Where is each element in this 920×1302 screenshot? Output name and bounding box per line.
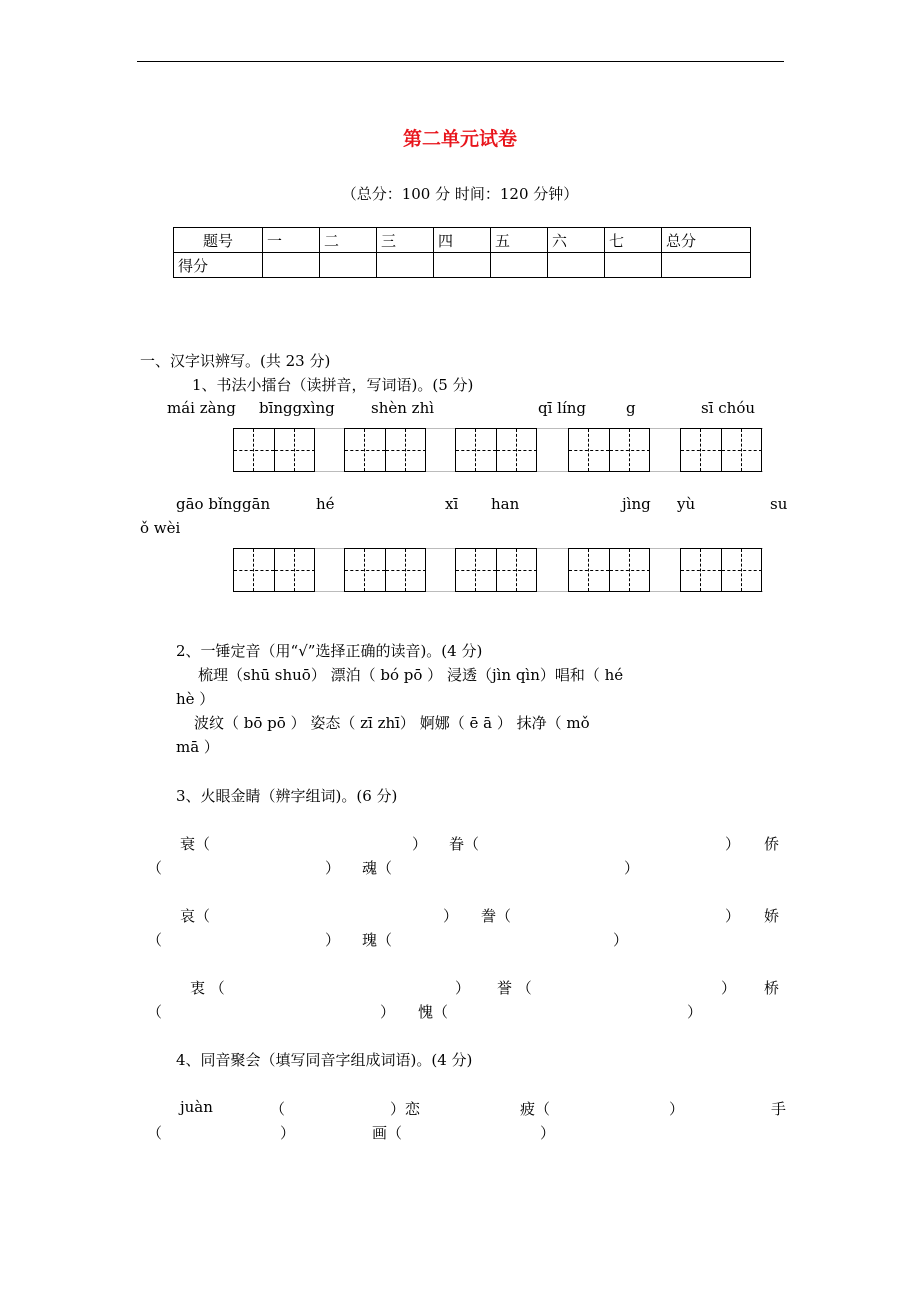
char-item: 魂（: [362, 859, 393, 877]
char-item: ）: [325, 931, 341, 949]
writing-box[interactable]: [344, 548, 426, 592]
question-2-line: mā ）: [176, 738, 219, 756]
question-2-title: 2、一锤定音（用“√”选择正确的读音)。(4 分): [176, 642, 483, 660]
pinyin: jìng: [622, 495, 651, 513]
writing-box[interactable]: [344, 428, 426, 472]
pinyin: han: [491, 495, 520, 513]
q4-item: （: [270, 1100, 286, 1118]
pinyin: hé: [316, 495, 335, 513]
question-2-line: 波纹（ bō pō ） 姿态（ zī zhī） 婀娜（ ē ā ） 抹净（ mǒ: [194, 714, 590, 732]
question-2-line: hè ）: [176, 690, 215, 708]
q4-item: 疲（: [520, 1100, 551, 1118]
q4-item: ）: [280, 1124, 296, 1142]
pinyin: bīnggxìng: [259, 399, 335, 417]
score-table-header: 题号: [174, 228, 263, 253]
writing-box[interactable]: [455, 428, 537, 472]
char-item: ）: [443, 907, 459, 925]
char-item: 瑰（: [362, 931, 393, 949]
char-item: ）: [725, 835, 741, 853]
char-item: 侨: [764, 835, 780, 853]
char-item: 哀（: [180, 907, 211, 925]
writing-box[interactable]: [233, 548, 315, 592]
char-item: ）: [412, 835, 428, 853]
score-table-header: 七: [605, 228, 662, 253]
page-title: 第二单元试卷: [402, 128, 517, 150]
score-table-header: 六: [548, 228, 605, 253]
char-item: ）: [613, 931, 629, 949]
q4-item: juàn: [180, 1098, 213, 1116]
q4-item: 画（: [372, 1124, 403, 1142]
char-item: ）: [455, 979, 471, 997]
char-item: 娇: [764, 907, 780, 925]
score-table-header: 一: [263, 228, 320, 253]
pinyin: mái zàng: [167, 399, 236, 417]
q4-item: （: [147, 1124, 163, 1142]
question-3-title: 3、火眼金睛（辨字组词)。(6 分): [176, 787, 398, 805]
score-table-header: 四: [434, 228, 491, 253]
char-item: ）: [721, 979, 737, 997]
pinyin: ǒ wèi: [140, 519, 181, 537]
score-cell[interactable]: [320, 253, 377, 278]
writing-box[interactable]: [680, 428, 762, 472]
pinyin: yù: [677, 495, 696, 513]
pinyin: gāo bǐnggān: [176, 495, 271, 513]
char-item: ）: [325, 859, 341, 877]
char-item: 衷 （: [190, 979, 225, 997]
writing-box[interactable]: [680, 548, 762, 592]
pinyin: xī: [445, 495, 459, 513]
question-1-title: 1、书法小擂台（读拼音，写词语)。(5 分): [192, 376, 474, 394]
char-item: （: [147, 931, 163, 949]
score-cell[interactable]: [548, 253, 605, 278]
writing-box[interactable]: [233, 428, 315, 472]
char-item: 愧（: [418, 1003, 449, 1021]
pinyin: shèn zhì: [371, 399, 435, 417]
pinyin: su: [770, 495, 788, 513]
writing-box[interactable]: [568, 548, 650, 592]
char-item: 桥: [764, 979, 780, 997]
writing-box[interactable]: [455, 548, 537, 592]
score-table-header: 五: [491, 228, 548, 253]
score-table-header: 三: [377, 228, 434, 253]
char-item: ）: [624, 859, 640, 877]
pinyin: g: [626, 399, 636, 417]
question-4-title: 4、同音聚会（填写同音字组成词语)。(4 分): [176, 1051, 473, 1069]
pinyin: sī chóu: [701, 399, 756, 417]
score-cell[interactable]: [662, 253, 751, 278]
score-table-header: 总分: [662, 228, 751, 253]
score-table-row-label: 得分: [174, 253, 263, 278]
char-item: 衰（: [180, 835, 211, 853]
q4-item: 手: [771, 1100, 787, 1118]
pinyin: qī líng: [538, 399, 587, 417]
q4-item: ）: [540, 1124, 556, 1142]
char-item: （: [147, 859, 163, 877]
char-item: 眷（: [449, 835, 480, 853]
score-table: [173, 227, 751, 278]
char-item: （: [147, 1003, 163, 1021]
q4-item: ）: [669, 1100, 685, 1118]
q4-item: ）恋: [390, 1100, 421, 1118]
section-heading: 一、汉字识辨写。(共 23 分): [140, 352, 331, 370]
question-2-line: 梳理（shū shuō） 漂泊（ bó pō ） 浸透（jìn qìn）唱和（ hé: [198, 666, 624, 684]
header-rule: [137, 61, 784, 62]
writing-box[interactable]: [568, 428, 650, 472]
char-item: 誊（: [481, 907, 512, 925]
score-cell[interactable]: [263, 253, 320, 278]
writing-grid-row: [233, 548, 763, 592]
score-table-header: 二: [320, 228, 377, 253]
char-item: 誉 （: [497, 979, 532, 997]
score-table-header-row: [174, 228, 751, 253]
score-cell[interactable]: [377, 253, 434, 278]
score-cell[interactable]: [434, 253, 491, 278]
writing-grid-row: [233, 428, 763, 472]
score-cell[interactable]: [491, 253, 548, 278]
score-table-score-row: [174, 253, 751, 278]
exam-info: （总分：100 分 时间：120 分钟）: [341, 185, 579, 203]
char-item: ）: [380, 1003, 396, 1021]
char-item: ）: [687, 1003, 703, 1021]
score-cell[interactable]: [605, 253, 662, 278]
char-item: ）: [725, 907, 741, 925]
